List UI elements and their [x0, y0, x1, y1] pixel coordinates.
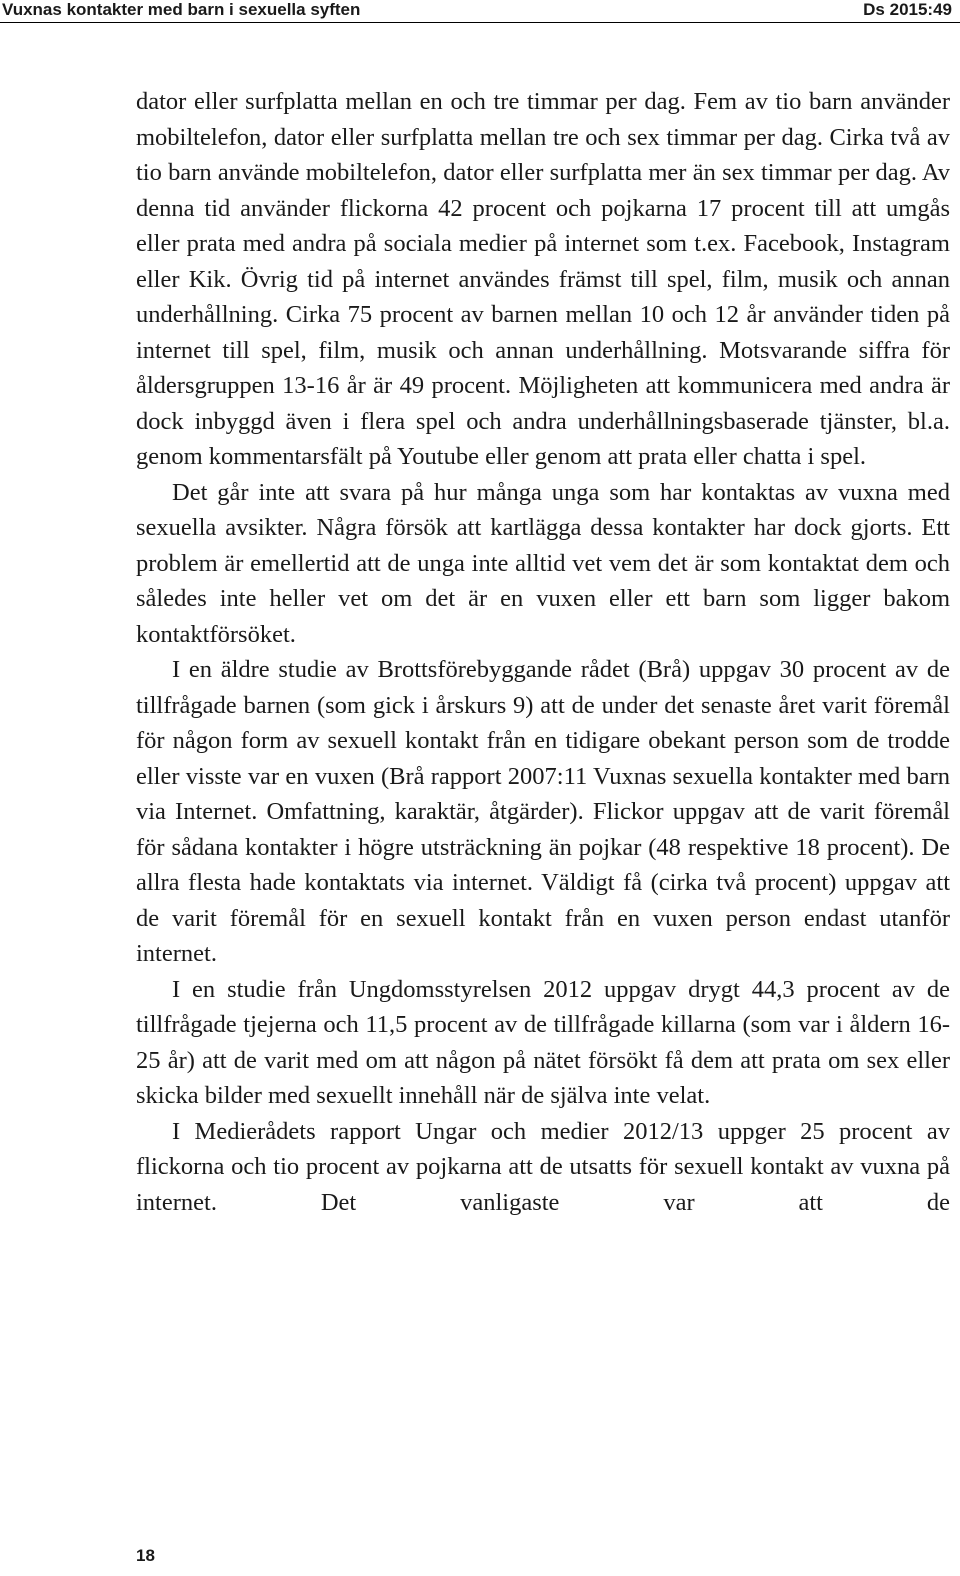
page-number: 18 [136, 1546, 155, 1565]
paragraph-2: Det går inte att svara på hur många unga som har kontaktas av vuxna med sexuella avsikter. Några försök att kartlägga dessa kontakter har dock gjorts. Ett problem är emellertid att de unga inte alltid vet vem det är som kontaktat dem och således inte heller vet om det är en vuxen eller ett barn som ligger bakom kontaktförsöket. [136, 478, 950, 648]
paragraph-1: dator eller surfplatta mellan en och tre timmar per dag. Fem av tio barn använder mobiltelefon, dator eller surfplatta mellan tre och sex timmar per dag. Cirka två av tio barn använde mobiltelefon, dator eller surfplatta mer än sex timmar per dag. Av denna tid använder flickorna 42 procent och pojkarna 17 procent till att umgås eller prata med andra på sociala medier på internet som t.ex. Facebook, Instagram eller Kik. Övrig tid på internet användes främst till spel, film, musik och annan underhållning. Cirka 75 procent av barnen mellan 10 och 12 år använder tiden på internet till spel, film, musik och annan underhållning. Motsvarande siffra för åldersgruppen 13-16 år är 49 procent. Möjligheten att kommunicera med andra är dock inbyggd även i flera spel och andra underhållningsbaserade tjänster, bl.a. genom kommentarsfält på Youtube eller genom att prata eller chatta i spel. [136, 88, 950, 470]
paragraph-5: I Medierådets rapport Ungar och medier 2012/13 uppger 25 procent av flickorna och tio procent av pojkarna att de utsatts för sexuell kontakt av vuxna på internet. Det vanligaste var att de [136, 1117, 950, 1216]
paragraph-4: I en studie från Ungdomsstyrelsen 2012 uppgav drygt 44,3 procent av de tillfrågade tjejerna och 11,5 procent av de tillfrågade killarna (som var i åldern 16-25 år) att de varit med om att någon på nätet försökt få dem att prata om sex eller skicka bilder med sexuellt innehåll när de själva inte velat. [136, 975, 950, 1109]
header-title: Vuxnas kontakter med barn i sexuella syften [2, 0, 361, 19]
running-header [0, 0, 960, 23]
paragraph-3: I en äldre studie av Brottsförebyggande rådet (Brå) uppgav 30 procent av de tillfrågade barnen (som gick i årskurs 9) att de under det senaste året varit föremål för någon form av sexuell kontakt från en tidigare obekant person som de trodde eller visste var en vuxen (Brå rapport 2007:11 Vuxnas sexuella kontakter med barn via Internet. Omfattning, karaktär, åtgärder). Flickor uppgav att de varit föremål för sådana kontakter i högre utsträckning än pojkar (48 respektive 18 procent). De allra flesta hade kontaktats via internet. Väldigt få (cirka två procent) uppgav att de varit föremål för en sexuell kontakt från en vuxen person endast utanför internet. [136, 656, 950, 967]
body-text [136, 84, 950, 1220]
header-document-id: Ds 2015:49 [863, 0, 952, 19]
